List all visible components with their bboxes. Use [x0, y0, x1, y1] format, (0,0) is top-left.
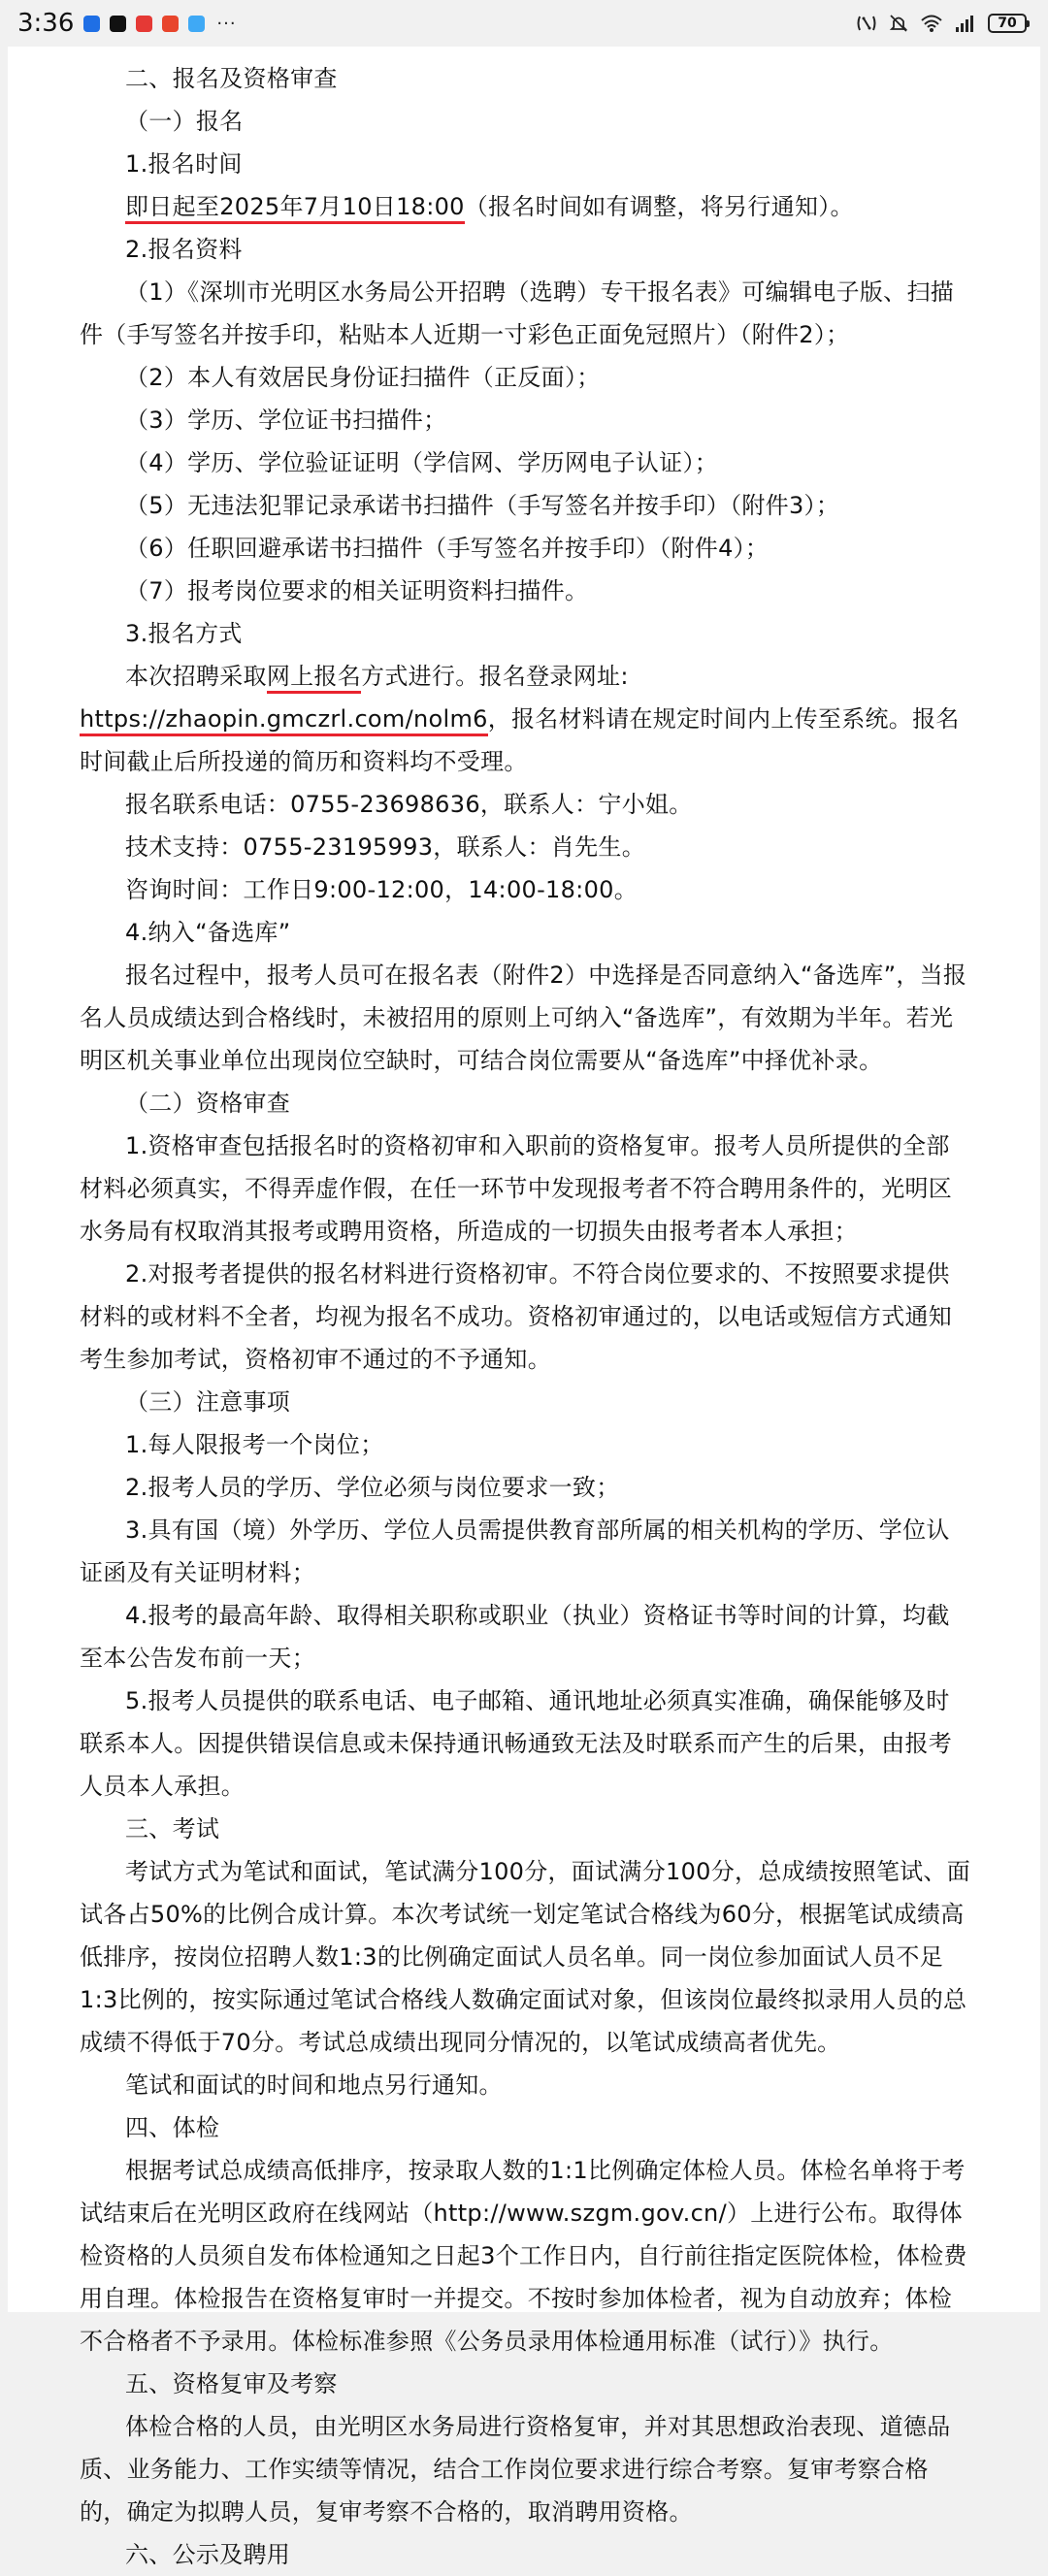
paragraph: （6）任职回避承诺书扫描件（手写签名并按手印）（附件4）； — [125, 535, 770, 562]
browser-icon — [188, 16, 205, 32]
paragraph: 4.报考的最高年龄、取得相关职称或职业（执业）资格证书等时间的计算，均截至本公告发布前一天； — [80, 1602, 950, 1672]
paragraph-text: ，报名材料请在规定时间内上传至系统。报名时间截止后所投递的简历和资料均不受理。 — [80, 705, 960, 775]
notification-app-icon — [162, 16, 179, 32]
paragraph: 5.报考人员提供的联系电话、电子邮箱、通讯地址必须真实准确，确保能够及时联系本人。因提供错误信息或未保持通讯畅通致无法及时联系而产生的后果，由报考人员本人承担。 — [80, 1687, 953, 1800]
status-time: 3:36 — [17, 9, 75, 38]
section-heading: 三、考试 — [125, 1815, 220, 1842]
section-heading: 二、报名及资格审查 — [125, 65, 338, 92]
silent-icon — [889, 14, 908, 33]
paragraph — [80, 698, 972, 783]
paragraph: （7）报考岗位要求的相关证明资料扫描件。 — [125, 577, 589, 604]
notification-app-icon — [136, 16, 152, 32]
paragraph: 体检合格的人员，由光明区水务局进行资格复审，并对其思想政治表现、道德品质、业务能力、工作实绩等情况，结合工作岗位要求进行综合考察。复审考察合格的，确定为拟聘人员，复审考察不合格的，取消聘用资格。 — [80, 2413, 951, 2526]
registration-url-link[interactable]: https://zhaopin.gmczrl.com/nolm6 — [80, 705, 488, 736]
item-heading: 3.报名方式 — [125, 620, 243, 647]
paragraph: 1.每人限报考一个岗位； — [125, 1431, 384, 1458]
nfc-icon — [856, 14, 877, 33]
paragraph — [80, 655, 972, 698]
notification-app-icon — [83, 16, 100, 32]
paragraph: 2.报考人员的学历、学位必须与岗位要求一致； — [125, 1474, 620, 1501]
subsection-heading: （三）注意事项 — [125, 1388, 291, 1416]
paragraph: （5）无违法犯罪记录承诺书扫描件（手写签名并按手印）（附件3）； — [125, 492, 840, 519]
document-page[interactable] — [8, 47, 1040, 2568]
battery-icon: 70 — [988, 14, 1027, 33]
highlighted-online-signup: 网上报名 — [267, 663, 361, 694]
paragraph: 1.资格审查包括报名时的资格初审和入职前的资格复审。报考人员所提供的全部材料必须真实，不得弄虚作假，在任一环节中发现报考者不符合聘用条件的，光明区水务局有权取消其报考或聘用资格，所造成的一切损失由报考者本人承担； — [80, 1132, 953, 1245]
paragraph: （1）《深圳市光明区水务局公开招聘（选聘）专干报名表》可编辑电子版、扫描件（手写签名并按手印，粘贴本人近期一寸彩色正面免冠照片）（附件2）； — [80, 278, 955, 348]
status-bar — [0, 0, 1048, 47]
paragraph: （4）学历、学位验证证明（学信网、学历网电子认证）； — [125, 449, 719, 476]
item-heading: 4.纳入“备选库” — [125, 919, 291, 946]
paragraph: 2.对报考者提供的报名材料进行资格初审。不符合岗位要求的、不按照要求提供材料的或材料不全者，均视为报名不成功。资格初审通过的，以电话或短信方式通知考生参加考试，资格初审不通过的不予通知。 — [80, 1260, 953, 1373]
paragraph-text: 本次招聘采取 — [125, 663, 267, 690]
paragraph: （3）学历、学位证书扫描件； — [125, 407, 447, 434]
more-notifications-icon: ··· — [216, 13, 237, 34]
paragraph: （2）本人有效居民身份证扫描件（正反面）； — [125, 364, 601, 391]
signal-icon — [955, 14, 976, 33]
tiktok-icon — [110, 16, 126, 32]
paragraph: 3.具有国（境）外学历、学位人员需提供教育部所属的相关机构的学历、学位认证函及有关证明材料； — [80, 1516, 950, 1586]
paragraph — [80, 185, 972, 228]
document-body — [80, 57, 972, 2576]
paragraph: 报名过程中，报考人员可在报名表（附件2）中选择是否同意纳入“备选库”，当报名人员成绩达到合格线时，未被招用的原则上可纳入“备选库”，有效期为半年。若光明区机关事业单位出现岗位空缺时，可结合岗位需要从“备选库”中择优补录。 — [80, 962, 967, 1074]
item-heading: 2.报名资料 — [125, 236, 243, 263]
section-heading: 五、资格复审及考察 — [125, 2370, 338, 2397]
paragraph: 技术支持：0755-23195993，联系人：肖先生。 — [125, 833, 645, 861]
subsection-heading: （二）资格审查 — [125, 1090, 291, 1117]
paragraph: 笔试和面试的时间和地点另行通知。 — [125, 2071, 503, 2099]
wifi-icon — [920, 14, 943, 33]
paragraph: 报名联系电话：0755-23698636，联系人：宁小姐。 — [125, 791, 693, 818]
subsection-heading: （一）报名 — [125, 108, 244, 135]
highlighted-deadline: 即日起至2025年7月10日18:00 — [125, 193, 465, 224]
item-heading: 1.报名时间 — [125, 150, 243, 178]
paragraph: 考试方式为笔试和面试，笔试满分100分，面试满分100分，总成绩按照笔试、面试各占50%的比例合成计算。本次考试统一划定笔试合格线为60分，根据笔试成绩高低排序，按岗位招聘人数1:3的比例确定面试人员名单。同一岗位参加面试人员不足1:3比例的，按实际通过笔试合格线人数确定面试对象，但该岗位最终拟录用人员的总成绩不得低于70分。考试总成绩出现同分情况的，以笔试成绩高者优先。 — [80, 1858, 971, 2056]
section-heading: 四、体检 — [125, 2114, 220, 2141]
paragraph: 咨询时间：工作日9:00-12:00，14:00-18:00。 — [125, 876, 639, 903]
section-heading: 六、公示及聘用 — [125, 2541, 291, 2568]
paragraph-text: （报名时间如有调整，将另行通知）。 — [464, 193, 854, 220]
paragraph-text: 方式进行。报名登录网址: — [361, 663, 629, 690]
paragraph: 根据考试总成绩高低排序，按录取人数的1:1比例确定体检人员。体检名单将于考试结束后在光明区政府在线网站（http://www.szgm.gov.cn/）上进行公布。取得体检资格的人员须自发布体检通知之日起3个工作日内，自行前往指定医院体检，体检费用自理。体检报告在资格复审时一并提交。不按时参加体检者，视为自动放弃；体检不合格者不予录用。体检标准参照《公务员录用体检通用标准（试行）》执行。 — [80, 2157, 967, 2355]
